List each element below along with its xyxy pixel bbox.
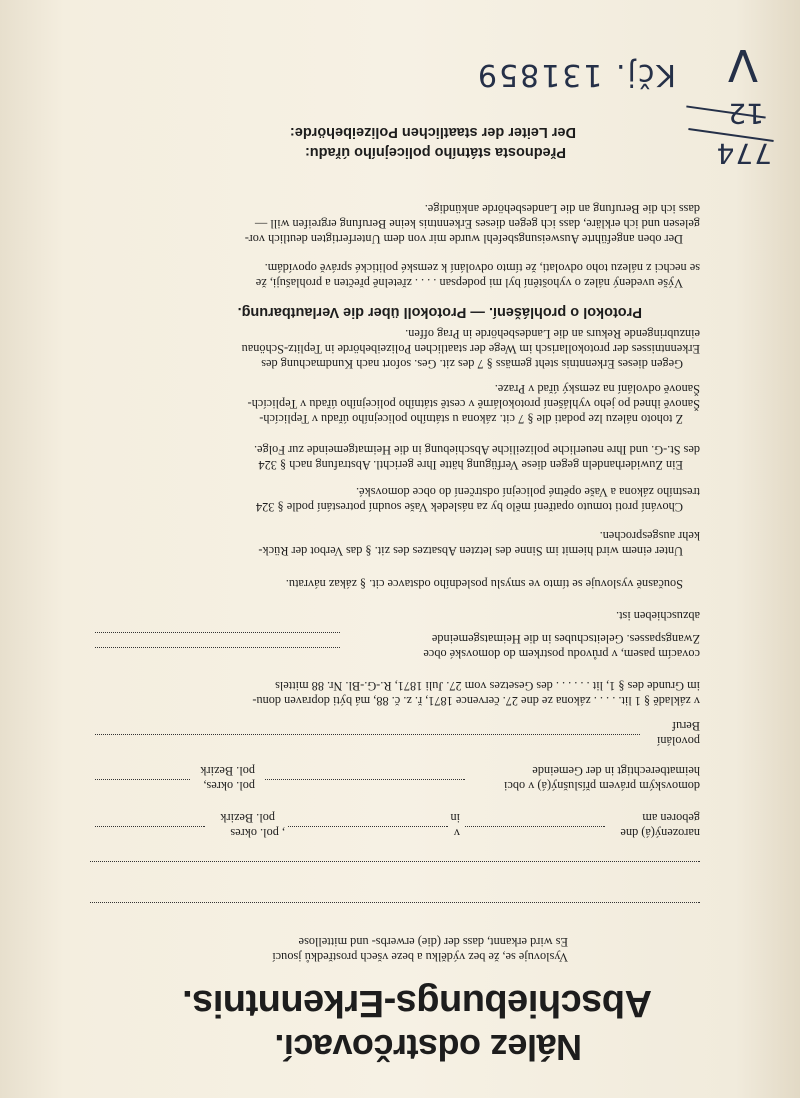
law-line-2: im Grunde des § 1, lit . . . . . . des Gesetzes vom 27. Juli 1871, R.-G.-Bl. Nr. 88 mittels [275,679,700,693]
birth-date-field [465,826,605,827]
in-label-german: in [450,811,460,825]
domicile-label-czech: domovským právem příslušný(á) v obci [503,779,700,793]
law-line-3: covacím pasem, v průvodu postrkem do domovské obce [423,647,700,661]
occupation-label-czech: povolání [656,734,700,748]
return-ban-german-2: kehr ausgesprochen. [599,529,700,543]
protocol-heading: Protokol o prohlášení. — Protokoll über die Verlautbarung. [237,304,642,320]
domicile-district-field [95,779,190,780]
birth-district-field [95,826,205,827]
signature-label-czech: Přednosta státního policejního úřadu: [304,144,566,160]
name-line-1 [90,902,700,903]
return-ban-german-1: Unter einem wird hiemit im Sinne des letzten Absatzes des zit. § das Verbot der Rück- [258,544,683,558]
intro-german: Es wird erkannt, dass der (die) erwerbs- und mittellose [298,935,568,949]
birth-place-field [288,826,448,827]
form-title-czech: Nález odstrčovací. [274,1027,582,1068]
district-label-czech: , pol. okres [230,826,285,840]
appeal-czech-2: Šanově ihned po jeho vyhlášení protokolárně v cestě státního policejního úřadu v Teplicích- [247,397,700,411]
appeal-czech-1: Z tohoto nálezu lze podati dle § 7 cit. zákona u státního policejního úřadu v Teplicích- [259,412,683,426]
home-municipality-field-2 [95,632,340,633]
handwritten-number-top: 774 [715,137,772,170]
law-line-1: v základě § 1 lit. . . . . zákona ze dne 27. července 1871, ř. z. č. 88, má býti dopraven donu- [252,694,700,708]
name-line-2 [90,861,700,862]
protocol-czech-2: se nechci z nálezu toho odvolati, že tímto odvolání k zemské politické správě opovídám. [264,261,700,275]
domicile-field [265,779,465,780]
appeal-german-3: einzubringende Rekurs an die Landesbehörde in Prag offen. [405,327,700,341]
penalty-german-1: Ein Zuwiderhandeln gegen diese Verfügung hätte Ihre gerichtl. Abstrafung nach § 324 [258,458,683,472]
district-label-german: pol. Bezirk [220,811,275,825]
signature-label-german: Der Leiter der staatlichen Polizeibehörde: [289,124,576,140]
handwritten-number-bottom: 12 [728,97,764,130]
home-municipality-field [95,647,340,648]
appeal-german-2: Erkenntnisses der protokollarisch im Wege der staatlichen Polizeibehörde in Teplitz-Schönau [241,342,700,356]
born-label-czech: narozený(á) dne [620,826,700,840]
return-ban-czech: Současně vyslovuje se tímto ve smyslu posledního odstavce cit. § zákaz návratu. [285,577,683,591]
domicile-label-german: heimatberechtigt in der Gemeinde [532,764,700,778]
penalty-czech-1: Chování proti tomuto opatření mělo by za následek Vaše soudní potrestání podle § 324 [255,500,683,514]
appeal-german-1: Gegen dieses Erkenntnis steht gemäss § 7 des zit. Ges. sofort nach Kundmachung des [261,357,683,371]
penalty-german-2: des St.-G. und Ihre neuerliche polizeiliche Abschiebung in die Heimatgemeinde zur Folge. [254,443,700,457]
appeal-czech-3: Šanově odvolání na zemský úřad v Praze. [494,382,700,396]
law-line-4: Zwangspasses. Geleitschubes in die Heimatsgemeinde [431,632,700,646]
handwritten-mark: V [727,39,758,90]
intro-czech: Vyslovuje se, že bez výdělku a beze všech prostředků jsoucí [272,950,568,964]
protocol-german-3: dass ich die Berufung an die Landesbehörde ankündige. [424,202,700,216]
district2-label-czech: pol. okres, [203,779,255,793]
occupation-label-german: Beruf [672,719,700,733]
handwritten-reference: Kčj. 131859 [475,57,676,92]
in-label-czech: v [453,826,460,840]
protocol-german-2: gelesen und ich erkläre, dass ich gegen dieses Erkenntnis keine Berufung ergreifen will — [254,217,700,231]
penalty-czech-2: trestního zákona a Vaše opětné policejní odstrčení do obce domovské. [356,485,700,499]
law-line-5: abzuschieben ist. [615,609,700,623]
born-label-german: geboren am [642,811,700,825]
occupation-field [95,734,640,735]
protocol-czech-1: Výše uvedený nález o vyhoštění byl mi podepsan . . . . zřetelně přečten a prohlašuji, že [255,276,683,290]
protocol-german-1: Der oben angeführte Ausweisungsbefehl wurde mir von dem Unterfertigten deutlich vor- [244,232,683,246]
form-title-german: Abschiebungs-Erkenntnis. [182,982,652,1024]
district2-label-german: pol. Bezirk [200,764,255,778]
